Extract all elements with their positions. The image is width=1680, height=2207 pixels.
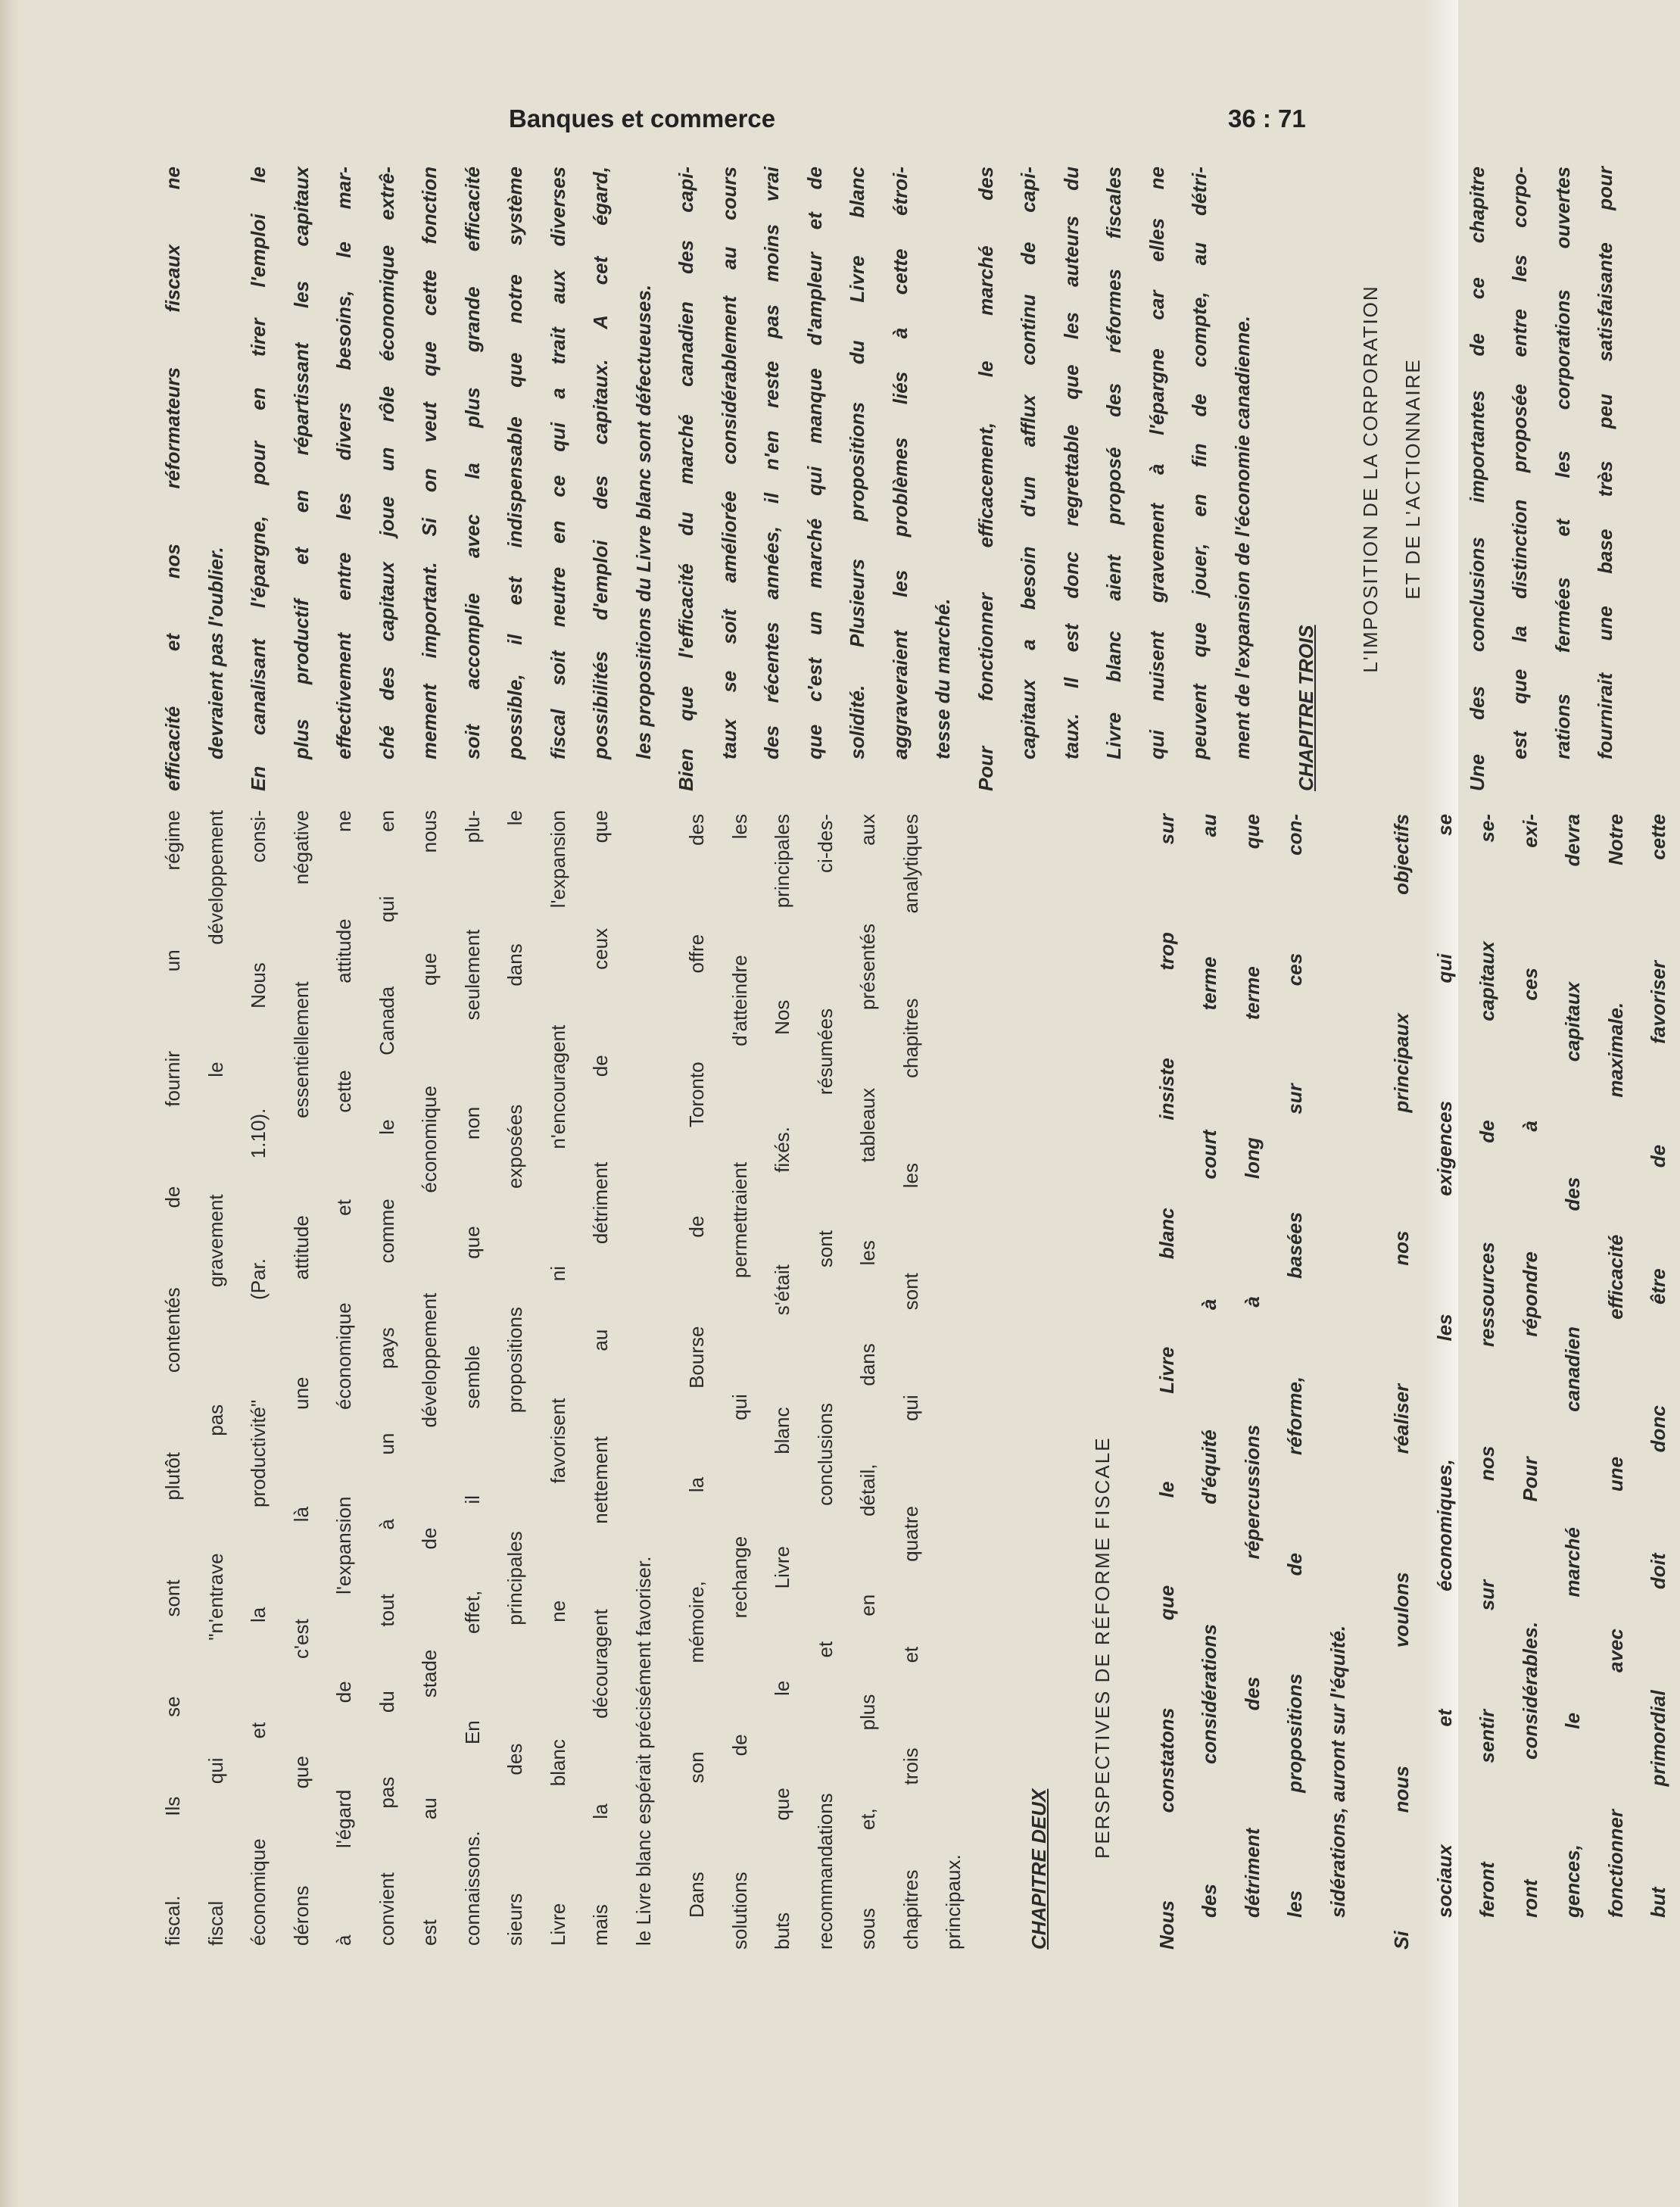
section-title-line: ET DE L'ACTIONNAIRE <box>1401 358 1424 600</box>
text-line: le Livre blanc espérait précisément favoriser. <box>631 1556 655 1946</box>
text-line: ché des capitaux joue un rôle économique extrê- <box>375 167 398 759</box>
text-line: mement important. Si on veut que cette fonction <box>418 167 441 759</box>
text-line: Dans son mémoire, la Bourse de Toronto offre des <box>685 814 708 1918</box>
text-line: chapitres trois et quatre qui sont les chapitres analytiques <box>899 814 922 1950</box>
text-line: feront sentir sur nos ressources de capitaux se- <box>1476 814 1498 1918</box>
text-line: gences, le marché canadien des capitaux devra <box>1561 814 1584 1918</box>
page-number: 36 : 71 <box>1228 104 1306 132</box>
text-line: fiscal. Ils se sont plutôt contentés de fournir un régime <box>161 810 184 1946</box>
text-line: détriment des répercussions à long terme que <box>1240 814 1264 1918</box>
text-line: peuvent que jouer, en fin de compte, au détri- <box>1188 167 1211 759</box>
text-line: fonctionner avec une efficacité maximale. Notre <box>1604 814 1627 1918</box>
text-line: principaux. <box>942 1854 965 1950</box>
text-line: Livre blanc aient proposé des réformes fiscales <box>1102 167 1125 759</box>
text-line: Livre blanc ne favorisent ni n'encouragent l'expansion <box>546 810 569 1946</box>
text-line: efficacité et nos réformateurs fiscaux ne <box>161 167 184 791</box>
text-line: solidité. Plusieurs propositions du Livre blanc <box>846 167 868 759</box>
text-line: ront considérables. Pour répondre à ces exi- <box>1518 814 1541 1918</box>
text-line: soit accomplie avec la plus grande efficacité <box>460 167 484 759</box>
text-line: capitaux a besoin d'un afflux continu de capi- <box>1017 167 1039 759</box>
text-line: taux. Il est donc regrettable que les auteurs du <box>1059 167 1083 759</box>
text-line: effectivement entre les divers besoins, le mar- <box>332 167 355 759</box>
running-title: Banques et commerce <box>509 104 776 132</box>
text-line: ment de l'expansion de l'économie canadienne. <box>1230 316 1254 759</box>
text-line: convient pas du tout à un pays comme le Canada qui en <box>375 810 398 1946</box>
text-line: les propositions du Livre blanc sont défectueuses. <box>631 284 655 759</box>
text-line: les propositions de réforme, basées sur ces con- <box>1283 814 1306 1918</box>
text-line: des récentes années, il n'en reste pas moins vrai <box>760 167 783 759</box>
text-line: économique et la productivité" (Par. 1.10). Nous consi- <box>247 810 270 1946</box>
text-line: est au stade de développement économique que nous <box>418 810 441 1946</box>
text-line: que c'est un marché qui manque d'ampleur et de <box>803 167 826 759</box>
text-line: rations fermées et les corporations ouvertes <box>1551 167 1574 759</box>
text-line: fournirait une base très peu satisfaisante pour <box>1594 167 1616 759</box>
section-title: PERSPECTIVES DE RÉFORME FISCALE <box>1091 1436 1114 1859</box>
text-line: possibilités d'emploi des capitaux. A cet égard, <box>589 167 612 759</box>
text-line: Pour fonctionner efficacement, le marché des <box>974 167 997 791</box>
text-line: sociaux et économiques, les exigences qui se <box>1432 814 1456 1918</box>
text-line: sidérations, auront sur l'équité. <box>1326 1625 1349 1918</box>
text-line: Une des conclusions importantes de ce chapitre <box>1465 167 1488 791</box>
text-line: est que la distinction proposée entre les corpo- <box>1508 167 1531 759</box>
text-line: tesse du marché. <box>931 598 954 759</box>
text-line: buts que le Livre blanc s'était fixés. Nos principales <box>771 814 793 1950</box>
text-line: aggraveraient les problèmes liés à cette étroi- <box>888 167 912 759</box>
text-line: recommandations et conclusions sont résumées ci-des- <box>813 814 837 1950</box>
text-line: sieurs des principales propositions exposées dans le <box>503 810 526 1946</box>
text-line: connaissons. En effet, il semble que non seulement plu- <box>460 810 484 1946</box>
text-line: Nous constatons que le Livre blanc insiste trop sur <box>1155 814 1178 1950</box>
section-title-line: L'IMPOSITION DE LA CORPORATION <box>1358 285 1382 673</box>
chapter-label: CHAPITRE DEUX <box>1027 1788 1050 1950</box>
text-line: Si nous voulons réaliser nos principaux objectifs <box>1390 814 1413 1950</box>
text-line: fiscal soit neutre en ce qui a trait aux diverses <box>546 167 569 759</box>
left-column-paragraphs <box>675 814 1680 1950</box>
text-line: fiscal qui "n'entrave pas gravement le développement <box>204 810 227 1946</box>
text-line: solutions de rechange qui permettraient d'atteindre les <box>728 814 751 1950</box>
text-line: devraient pas l'oublier. <box>204 547 227 759</box>
text-line: possible, il est indispensable que notre système <box>503 167 526 759</box>
right-column-paragraphs <box>151 167 1627 791</box>
text-line: taux se soit améliorée considérablement au cours <box>717 167 740 759</box>
text-line: qui nuisent gravement à l'épargne car elles ne <box>1145 167 1168 759</box>
text-line: sous et, plus en détail, dans les tableaux présentés aux <box>856 814 879 1950</box>
text-line: dérons que c'est là une attitude essentiellement négative <box>289 810 313 1946</box>
text-line: à l'égard de l'expansion économique et cette attitude ne <box>332 810 355 1946</box>
text-line: plus productif et en répartissant les capitaux <box>289 167 313 759</box>
chapter-label: CHAPITRE TROIS <box>1295 625 1317 791</box>
text-line: En canalisant l'épargne, pour en tirer l'emploi le <box>247 167 270 791</box>
book-spine-shadow <box>0 0 20 2207</box>
text-line: mais la découragent nettement au détriment de ceux que <box>589 810 612 1946</box>
text-line: des considérations d'équité à court terme au <box>1198 814 1220 1918</box>
text-line: Bien que l'efficacité du marché canadien des capi- <box>675 167 697 791</box>
text-line: but primordial doit donc être de favoriser cette <box>1647 814 1669 1918</box>
